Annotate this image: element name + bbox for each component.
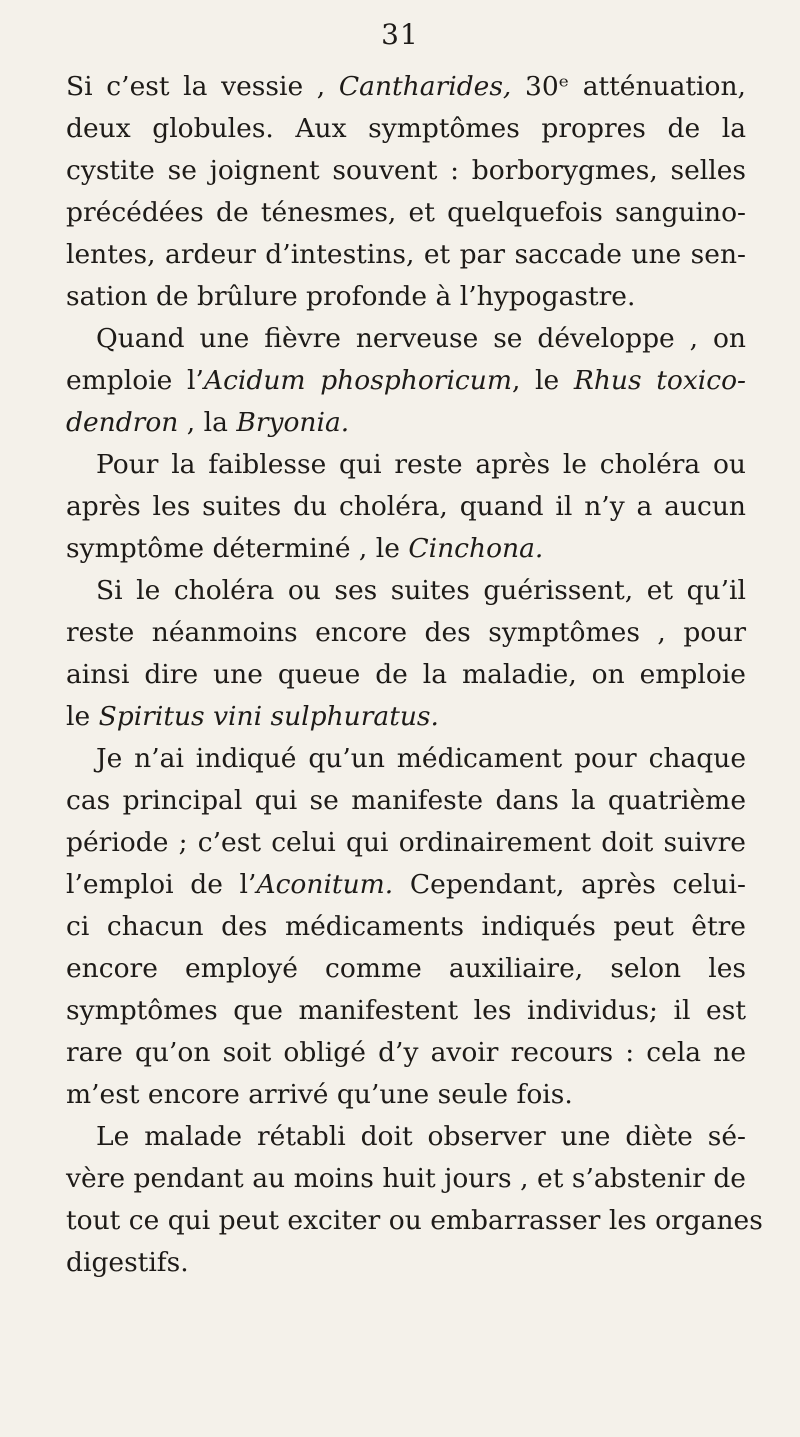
- text-line: [66, 1032, 746, 1074]
- text-segment: ci chacun des médicaments indiqués peut être: [66, 911, 746, 942]
- text-line: [66, 1200, 763, 1242]
- text-line: [66, 150, 746, 192]
- text-segment: vère pendant au moins huit jours , et s’abstenir de: [66, 1163, 746, 1194]
- text-line: [66, 654, 746, 696]
- text-segment: cystite se joignent souvent : borborygmes, selles: [66, 155, 746, 186]
- text-segment: Si le choléra ou ses suites guérissent, et qu’il: [96, 575, 746, 606]
- text-segment: après les suites du choléra, quand il n’y a aucun: [66, 491, 746, 522]
- italic-term: Spiritus vini sulphuratus.: [98, 701, 439, 732]
- text-line: [66, 990, 746, 1032]
- text-segment: , le: [511, 365, 574, 396]
- text-segment: Cependant, après celui-: [393, 869, 746, 900]
- text-line: [66, 234, 746, 276]
- text-segment: cas principal qui se manifeste dans la quatrième: [66, 785, 746, 816]
- text-line: [66, 486, 746, 528]
- text-line: [66, 738, 746, 780]
- text-segment: rare qu’on soit obligé d’y avoir recours : cela ne: [66, 1037, 746, 1068]
- text-line: [66, 612, 746, 654]
- text-line: [66, 318, 746, 360]
- italic-term: Acidum phosphoricum: [203, 365, 512, 396]
- text-line: [66, 1242, 746, 1284]
- text-segment: le: [66, 701, 99, 732]
- text-line: [66, 864, 746, 906]
- text-line: [66, 360, 746, 402]
- text-line: [66, 1116, 746, 1158]
- text-line: [66, 780, 746, 822]
- text-line: [66, 444, 746, 486]
- text-segment: reste néanmoins encore des symptômes , pour: [66, 617, 746, 648]
- text-segment: sation de brûlure profonde à l’hypogastre.: [66, 281, 636, 312]
- text-segment: emploie l’: [66, 365, 204, 396]
- text-segment: , la: [178, 407, 237, 438]
- text-segment: encore employé comme auxiliaire, selon les: [66, 953, 746, 984]
- text-line: [66, 1074, 746, 1116]
- text-line: [66, 822, 746, 864]
- text-segment: deux globules. Aux symptômes propres de la: [66, 113, 746, 144]
- text-segment: Pour la faiblesse qui reste après le choléra ou: [96, 449, 746, 480]
- text-line: [66, 402, 746, 444]
- italic-term: Rhus toxico-: [573, 365, 746, 396]
- text-segment: Je n’ai indiqué qu’un médicament pour chaque: [96, 743, 746, 774]
- text-segment: digestifs.: [66, 1247, 189, 1278]
- text-line: [66, 276, 746, 318]
- text-line: [66, 1158, 746, 1200]
- text-segment: ainsi dire une queue de la maladie, on emploie: [66, 659, 746, 690]
- italic-term: Aconitum.: [256, 869, 394, 900]
- text-segment: précédées de ténesmes, et quelquefois sanguino-: [66, 197, 746, 228]
- italic-term: Bryonia.: [236, 407, 350, 438]
- italic-term: dendron: [66, 407, 179, 438]
- text-segment: symptômes que manifestent les individus; il est: [66, 995, 746, 1026]
- text-segment: m’est encore arrivé qu’une seule fois.: [66, 1079, 573, 1110]
- text-segment: Le malade rétabli doit observer une diète sé-: [96, 1121, 746, 1152]
- text-line: [66, 948, 746, 990]
- text-line: [66, 906, 746, 948]
- italic-term: Cinchona.: [408, 533, 544, 564]
- text-segment: 30ᵉ atténuation,: [511, 71, 746, 102]
- text-segment: l’emploi de l’: [66, 869, 257, 900]
- text-segment: période ; c’est celui qui ordinairement doit suivre: [66, 827, 746, 858]
- text-segment: tout ce qui peut exciter ou embarrasser les organes: [66, 1205, 763, 1236]
- text-line: [66, 192, 746, 234]
- text-line: [66, 696, 746, 738]
- text-segment: Si c’est la vessie ,: [66, 71, 339, 102]
- text-line: [66, 570, 746, 612]
- text-segment: Quand une fièvre nerveuse se développe , on: [96, 323, 746, 354]
- body-text: [66, 66, 763, 1284]
- text-line: [66, 66, 746, 108]
- text-segment: symptôme déterminé , le: [66, 533, 409, 564]
- page-number: 31: [381, 18, 419, 51]
- text-line: [66, 108, 746, 150]
- text-line: [66, 528, 746, 570]
- italic-term: Cantharides,: [338, 71, 512, 102]
- text-segment: lentes, ardeur d’intestins, et par saccade une sen-: [66, 239, 746, 270]
